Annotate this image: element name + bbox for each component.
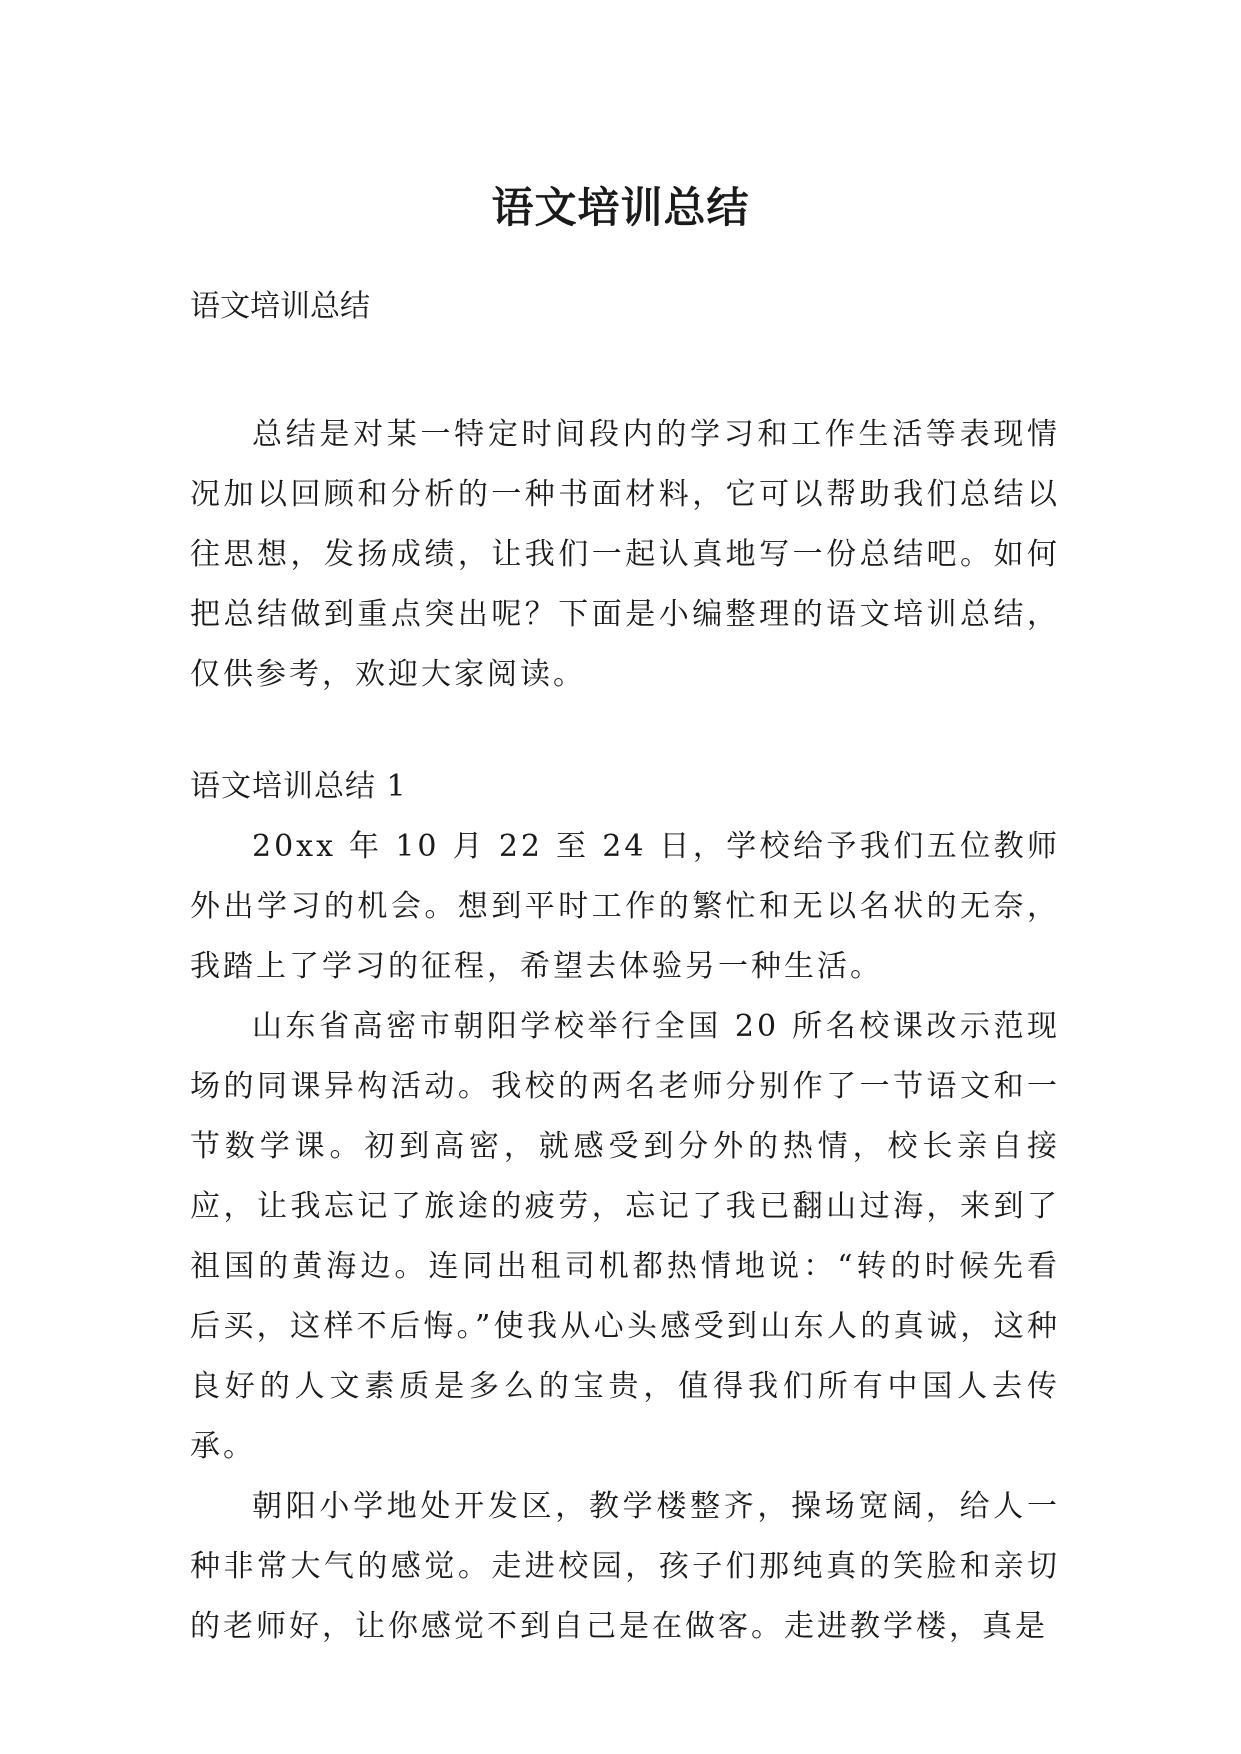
- document-title: 语文培训总结: [491, 183, 750, 233]
- document-subtitle: 语文培训总结: [190, 289, 370, 324]
- document-body: [190, 285, 1060, 1657]
- section1-paragraph-3: 朝阳小学地处开发区，教学楼整齐，操场宽阔，给人一种非常大气的感觉。走进校园，孩子们那纯真的笑脸和亲切的老师好，让你感觉不到自己是在做客。走进教学楼，真是: [190, 1489, 1060, 1644]
- intro-paragraph: 总结是对某一特定时间段内的学习和工作生活等表现情况加以回顾和分析的一种书面材料，它可以帮助我们总结以往思想，发扬成绩，让我们一起认真地写一份总结吧。如何把总结做到重点突出呢？下面是小编整理的语文培训总结，仅供参考，欢迎大家阅读。: [190, 417, 1060, 692]
- section-heading-1: 语文培训总结 1: [190, 769, 407, 804]
- section1-paragraph-2: 山东省高密市朝阳学校举行全国 20 所名校课改示范现场的同课异构活动。我校的两名老师分别作了一节语文和一节数学课。初到高密，就感受到分外的热情，校长亲自接应，让我忘记了旅途的疲劳，忘记了我已翻山过海，来到了祖国的黄海边。连同出租司机都热情地说：“转的时候先看后买，这样不后悔。”使我从心头感受到山东人的真诚，这种良好的人文素质是多么的宝贵，值得我们所有中国人去传承。: [190, 1009, 1060, 1464]
- section1-paragraph-1: 20xx 年 10 月 22 至 24 日，学校给予我们五位教师外出学习的机会。想到平时工作的繁忙和无以名状的无奈，我踏上了学习的征程，希望去体验另一种生活。: [190, 829, 1060, 984]
